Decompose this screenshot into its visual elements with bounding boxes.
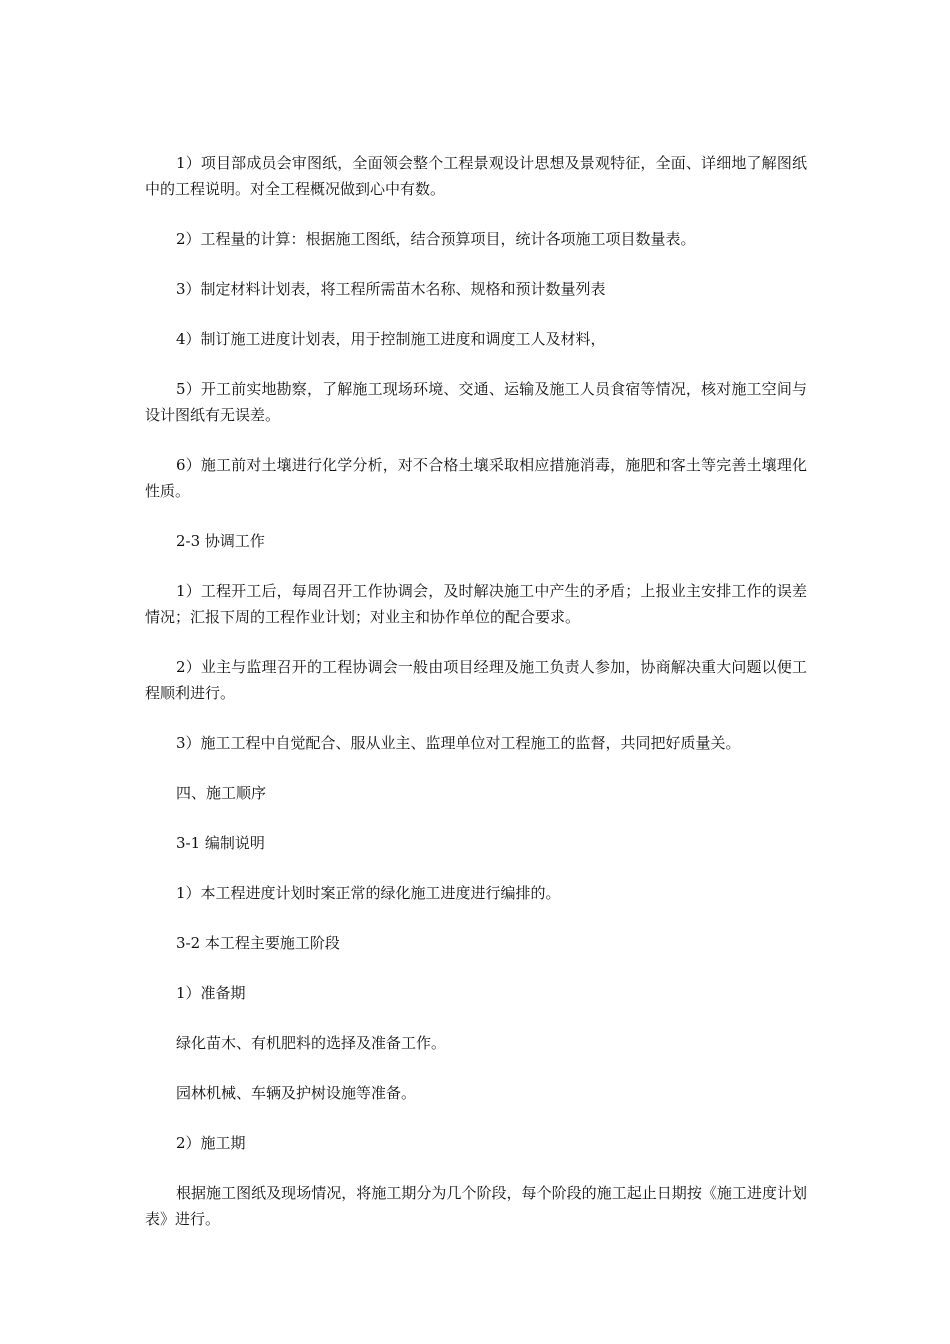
subheading-preparation-period: 1）准备期 bbox=[176, 984, 246, 1002]
paragraph-site-survey: 5）开工前实地勘察，了解施工现场环境、交通、运输及施工人员食宿等情况，核对施工空间与设计图纸有无误差。 bbox=[145, 380, 807, 424]
paragraph-soil-analysis: 6）施工前对土壤进行化学分析，对不合格土壤采取相应措施消毒，施肥和客土等完善土壤理化性质。 bbox=[145, 456, 807, 500]
paragraph-review-drawings: 1）项目部成员会审图纸，全面领会整个工程景观设计思想及景观特征，全面、详细地了解图纸中的工程说明。对全工程概况做到心中有数。 bbox=[145, 154, 807, 198]
section-heading-coordination: 2-3 协调工作 bbox=[176, 532, 265, 550]
section-heading-compilation-notes: 3-1 编制说明 bbox=[176, 834, 265, 852]
paragraph-schedule-plan: 4）制订施工进度计划表，用于控制施工进度和调度工人及材料， bbox=[176, 330, 606, 348]
document-body bbox=[145, 150, 807, 1256]
paragraph-machinery-vehicles: 园林机械、车辆及护树设施等准备。 bbox=[176, 1084, 417, 1102]
subheading-construction-period: 2）施工期 bbox=[176, 1134, 246, 1152]
paragraph-construction-stages: 根据施工图纸及现场情况，将施工期分为几个阶段，每个阶段的施工起止日期按《施工进度计划表》进行。 bbox=[145, 1184, 807, 1228]
paragraph-seedlings-fertilizer: 绿化苗木、有机肥料的选择及准备工作。 bbox=[176, 1034, 447, 1052]
paragraph-schedule-note: 1）本工程进度计划时案正常的绿化施工进度进行编排的。 bbox=[176, 884, 561, 902]
paragraph-material-plan: 3）制定材料计划表，将工程所需苗木名称、规格和预计数量列表 bbox=[176, 280, 606, 298]
paragraph-supervision-meeting: 2）业主与监理召开的工程协调会一般由项目经理及施工负责人参加，协商解决重大问题以便工程顺利进行。 bbox=[145, 658, 807, 702]
paragraph-weekly-meeting: 1）工程开工后，每周召开工作协调会，及时解决施工中产生的矛盾；上报业主安排工作的误差情况；汇报下周的工程作业计划；对业主和协作单位的配合要求。 bbox=[145, 582, 807, 626]
paragraph-quality-control: 3）施工工程中自觉配合、服从业主、监理单位对工程施工的监督，共同把好质量关。 bbox=[176, 734, 741, 752]
chapter-heading-construction-sequence: 四、施工顺序 bbox=[176, 784, 267, 802]
section-heading-main-stages: 3-2 本工程主要施工阶段 bbox=[176, 934, 340, 952]
paragraph-quantity-calculation: 2）工程量的计算：根据施工图纸，结合预算项目，统计各项施工项目数量表。 bbox=[176, 230, 696, 248]
